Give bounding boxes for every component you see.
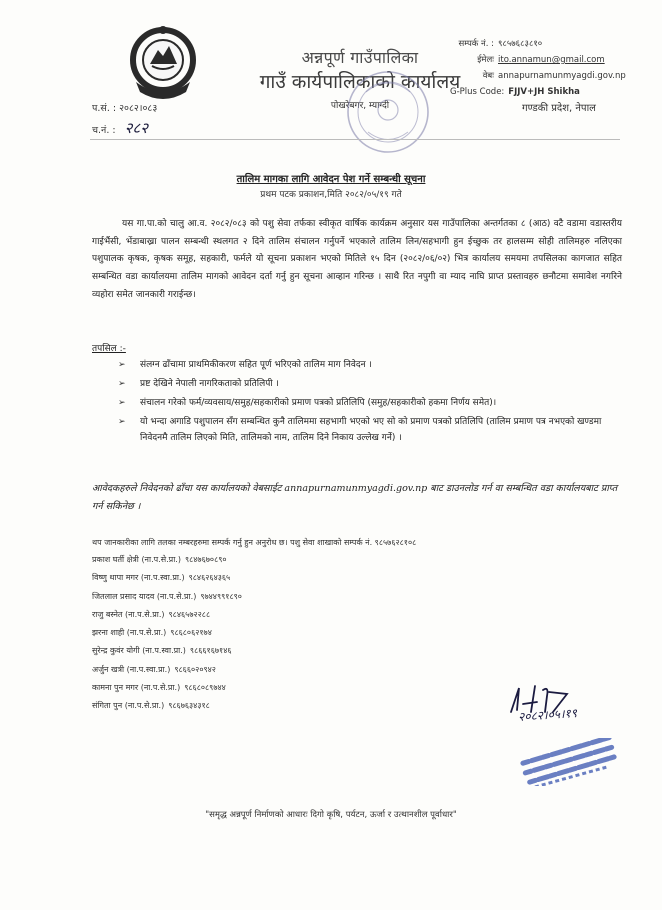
list-item: ➢ प्रष्ट देखिने नेपाली नागरिकताको प्रतिलिपी । bbox=[118, 376, 623, 392]
province-name: गण्डकी प्रदेश, नेपाल bbox=[522, 103, 596, 114]
dispatch-value: २८२ bbox=[124, 119, 149, 137]
dispatch-label: च.नं. : bbox=[92, 125, 116, 136]
contact-row: जितलाल प्रसाद यादव (ना.प.से.प्रा.) ९७४४९९१८९० bbox=[92, 591, 242, 601]
arrow-bullet-icon: ➢ bbox=[118, 398, 126, 408]
notice-subtitle: प्रथम पटक प्रकाशन,मिति २०८२/०५/१९ गते bbox=[260, 190, 402, 200]
contact-row: कामना पुन मगर (ना.प.से.प्रा.) ९८६८०८९७४४ bbox=[92, 683, 226, 693]
municipality-name: अन्नपूर्ण गाउँपालिका bbox=[301, 48, 419, 67]
reference-value: २०८२।०८३ bbox=[119, 103, 158, 114]
requirements-list bbox=[118, 357, 623, 449]
nepal-emblem-icon bbox=[128, 22, 198, 104]
arrow-bullet-icon: ➢ bbox=[118, 360, 126, 370]
contact-list bbox=[92, 551, 242, 716]
arrow-bullet-icon: ➢ bbox=[118, 417, 126, 427]
email-link[interactable]: ito.annamun@gmail.com bbox=[498, 55, 605, 65]
contact-row: राजु बस्नेत (ना.प.से.प्रा.) ९८४६५७२२८८ bbox=[92, 609, 211, 619]
gplus-code: FJJV+JH Shikha bbox=[508, 87, 580, 97]
footer-motto: "समृद्ध अन्नपूर्ण निर्माणको आधारः दिगो कृषि, पर्यटन, ऊर्जा र उत्थानशील पूर्वाधार" bbox=[205, 810, 457, 820]
dispatch-number bbox=[92, 118, 148, 138]
details-heading: तपसिल :- bbox=[92, 344, 126, 354]
website-label: वेबः bbox=[482, 71, 494, 81]
contact-row: संगिता पुन (ना.प.से.प्रा.) ९८६७६३४३१८ bbox=[92, 701, 210, 711]
arrow-bullet-icon: ➢ bbox=[118, 379, 126, 389]
contact-row: झरना शाही (ना.प.से.प्रा.) ९८६८०६२१७४ bbox=[92, 628, 212, 638]
contact-row: अर्जुन खत्री (ना.प.स्वा.प्रा.) ९८६६०२०९४२ bbox=[92, 664, 216, 674]
contact-intro: थप जानकारीका लागि तलका नम्बरहरुमा सम्पर्क गर्नु हुन अनुरोध छ। पशु सेवा शाखाको सम्पर्क नं. ९८५७६२८१०८ bbox=[92, 538, 417, 547]
notice-body: यस गा.पा.को चालु आ.व. २०८२/०८३ को पशु सेवा तर्फका स्वीकृत वार्षिक कार्यक्रम अनुसार यस गाउँपालिका अन्तर्गतका ८ (आठ) वटै वडामा वडास्तरीय गाईभैंसी, भेंडाबाख्रा पालन सम्बन्धी स्थलगत २ दिने तालिम संचालन गर्नुपर्ने भएकाले तालिम लिन/सहभागी हुन ईच्छुक तर हालसम्म सोही तालिमहरु नलिएका पशुपालक कृषक, कृषक समूह, सहकारी, फर्मले यो सूचना प्रकाशन भएको मितिले १५ दिन (२०८२/०६/०२) भित्र कार्यालय समयमा तपसिलका कागजात सहित सम्बन्धित वडा कार्यालयमा तालिम मागको आवेदन दर्ता गर्नु हुन सूचना आव्हान गरिन्छ । साथै रित नपुगी वा म्याद नाघि प्राप्त प्रस्तावहरु छनौटमा समावेश नगरिने व्यहोरा समेत जानकारी गराईन्छ। bbox=[92, 219, 622, 300]
office-seal-stamp bbox=[338, 62, 438, 162]
website-link[interactable]: annapurnamunmyagdi.gov.np bbox=[498, 71, 626, 81]
header-divider bbox=[90, 139, 620, 140]
list-item: ➢ यो भन्दा अगाडि पशुपालन सँग सम्बन्धित कुनै तालिममा सहभागी भएको भए सो को प्रमाण पत्रको प्रतिलिपि (तालिम प्रमाण पत्र नभएको खण्डमा निवेदनमै तालिम लिएको मिति, तालिमको नाम, तालिम दिने निकाय उल्लेख गर्ने) । bbox=[118, 414, 623, 446]
contact-number: ९८५७६८३८१० bbox=[498, 39, 543, 49]
contact-number-label: सम्पर्क नं. : bbox=[458, 39, 494, 49]
list-item: ➢ संचालन गरेको फर्म/व्यवसाय/समुह/सहकारीको प्रमाण पत्रको प्रतिलिपि (समुह/सहकारीको हकमा निर्णय समेत)। bbox=[118, 395, 623, 411]
list-item: ➢ संलग्न ढाँचामा प्राथमिकीकरण सहित पूर्ण भरिएको तालिम माग निवेदन । bbox=[118, 357, 623, 373]
contact-row: सुरेन्द्र कुवंर योगी (ना.प.स्वा.प्रा.) ९८६६१६७१४६ bbox=[92, 646, 232, 656]
contact-row: प्रकाश घर्ती क्षेत्री (ना.प.से.प्रा.) ९८४७६७०८९० bbox=[92, 555, 227, 564]
office-name: गाउँ कार्यपालिकाको कार्यालय bbox=[259, 71, 461, 93]
contact-block bbox=[450, 36, 646, 117]
reference-number bbox=[92, 101, 157, 114]
contact-row: विष्णु थापा मगर (ना.प.स्वा.प्रा.) ९८४६२६४३६५ bbox=[92, 573, 231, 583]
signature-date: २०८२।०५।१९ bbox=[517, 705, 578, 725]
officer-stamp bbox=[510, 738, 628, 786]
notice-title: तालिम मागका लागि आवेदन पेश गर्ने सम्बन्धी सूचना bbox=[236, 174, 426, 185]
reference-label: प.सं. : bbox=[92, 103, 117, 114]
email-label: ईमेलः bbox=[477, 55, 494, 65]
application-form-notice: आवेदकहरुले निवेदनको ढाँचा यस कार्यालयको वेबसाईट annapurnamunmyagdi.gov.np बाट डाउनलोड गर्न वा सम्बन्धित वडा कार्यालयबाट प्राप्त गर्न सकिनेछ । bbox=[92, 483, 618, 512]
gplus-label: G-Plus Code: bbox=[450, 87, 505, 97]
office-location: पोखरेबगर, म्याग्दी bbox=[330, 101, 390, 111]
